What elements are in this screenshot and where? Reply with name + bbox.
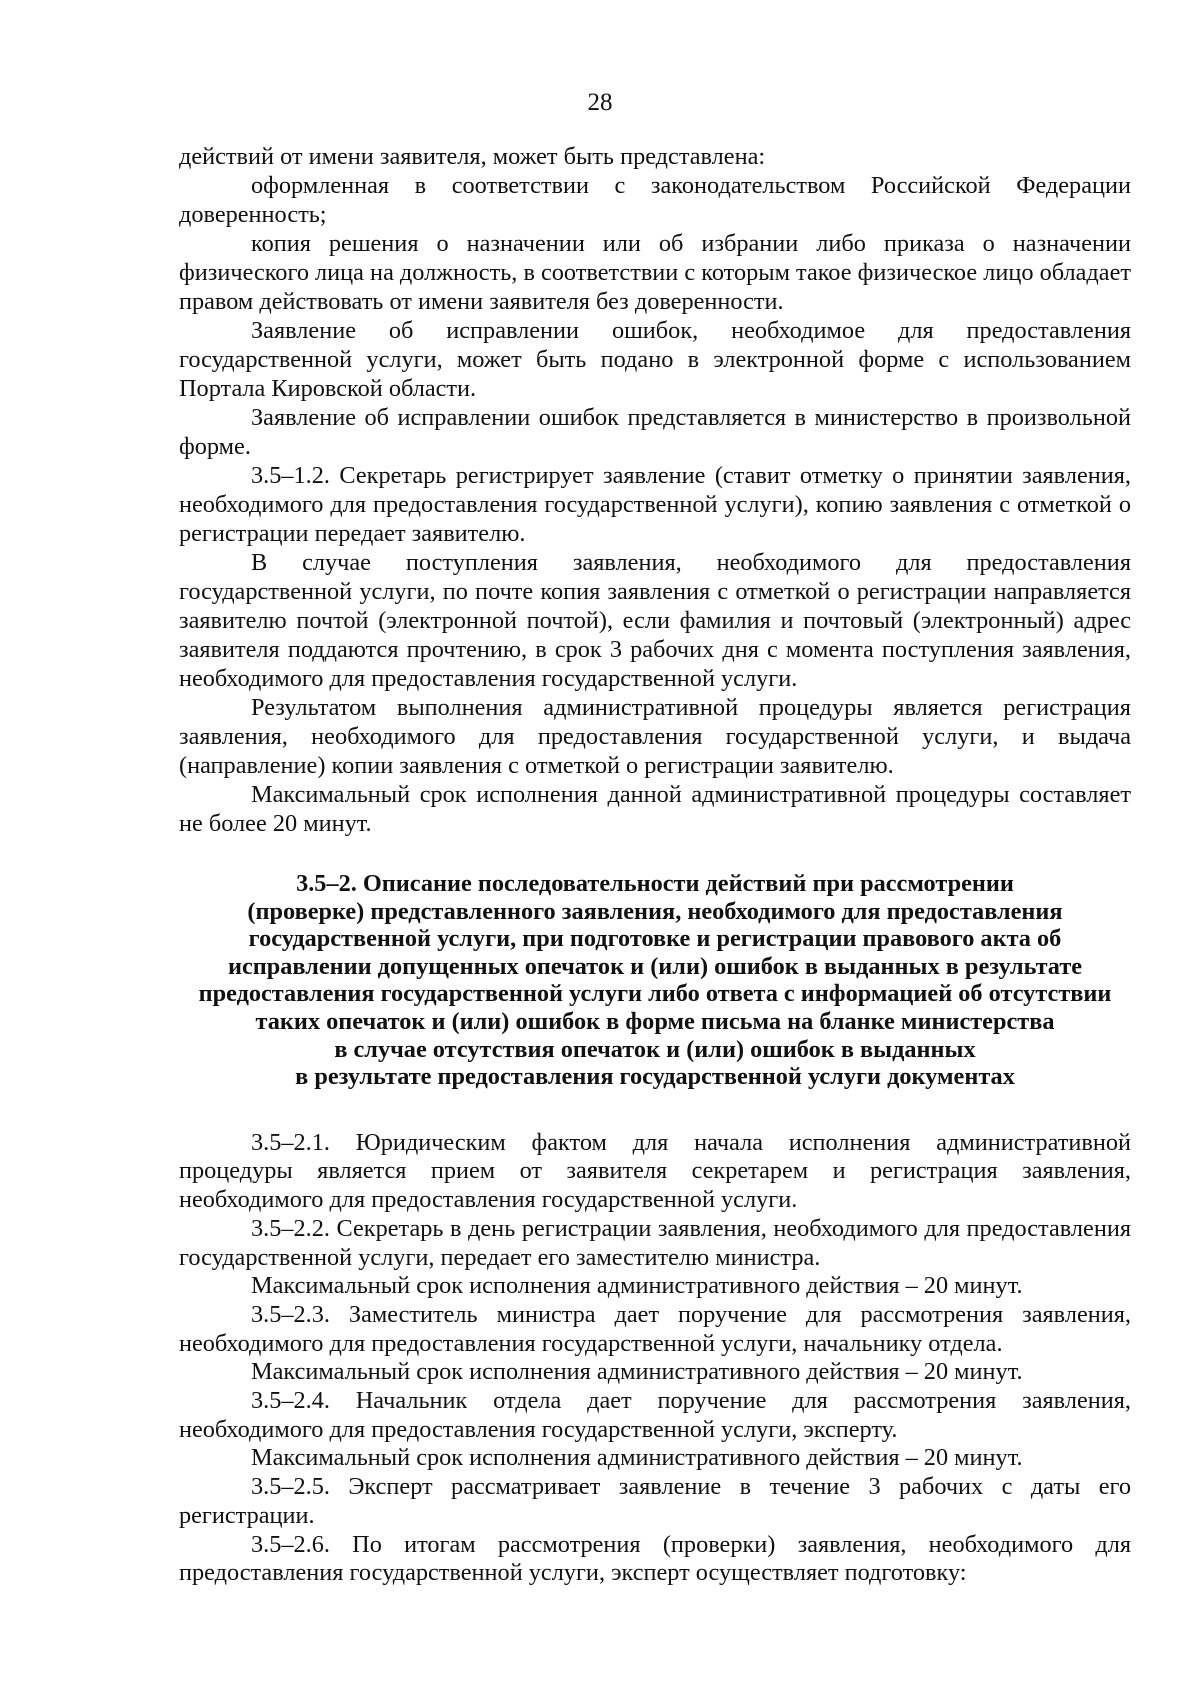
paragraphs-after-heading (179, 1129, 1131, 1588)
section-heading-line: государственной услуги, при подготовке и регистрации правового акта об (248, 925, 1062, 953)
body-paragraph: копия решения о назначении или об избрании либо приказа о назначении физического лица на должность, в соответствии с которым такое физическое лицо обладает правом действовать от имени заявителя без доверенности. (179, 230, 1131, 315)
body-paragraph: Максимальный срок исполнения административного действия – 20 минут. (251, 1358, 1023, 1386)
body-paragraph: 3.5–2.1. Юридическим фактом для начала исполнения административной процедуры является прием от заявителя секретарем и регистрация заявления, необходимого для предоставления государственной услуги. (179, 1128, 1131, 1214)
body-paragraph: 3.5–2.2. Секретарь в день регистрации заявления, необходимого для предоставления государственной услуги, передает его заместителю министра. (179, 1214, 1131, 1271)
section-heading-line: таких опечаток и (или) ошибок в форме письма на бланке министерства (255, 1007, 1055, 1035)
body-paragraph: 3.5–2.4. Начальник отдела дает поручение для рассмотрения заявления, необходимого для предоставления государственной услуги, эксперту. (179, 1387, 1131, 1443)
section-heading-line: в результате предоставления государственной услуги документах (295, 1063, 1015, 1091)
body-paragraph: 3.5–2.5. Эксперт рассматривает заявление в течение 3 рабочих с даты его регистрации. (179, 1473, 1131, 1529)
body-paragraph: В случае поступления заявления, необходимого для предоставления государственной услуги, по почте копия заявления с отметкой о регистрации направляется заявителю почтой (электронной почтой), если фамилия и почтовый (электронный) адрес заявителя поддаются прочтению, в срок 3 рабочих дня с момента поступления заявления, необходимого для предоставления государственной услуги. (179, 549, 1131, 692)
section-heading-line: в случае отсутствия опечаток и (или) ошибок в выданных (334, 1035, 976, 1063)
body-paragraph: 3.5–2.6. По итогам рассмотрения (проверки) заявления, необходимого для предоставления государственной услуги, эксперт осуществляет подготовку: (179, 1530, 1131, 1587)
section-heading-line: 3.5–2. Описание последовательности действий при рассмотрении (296, 870, 1014, 897)
body-paragraph: 3.5–1.2. Секретарь регистрирует заявление (ставит отметку о принятии заявления, необходимого для предоставления государственной услуги), копию заявления с отметкой о регистрации передает заявителю. (179, 462, 1131, 547)
section-heading-line: исправлении допущенных опечаток и (или) ошибок в выданных в результате (227, 952, 1083, 980)
section-heading-line: предоставления государственной услуги либо ответа с информацией об отсутствии (198, 980, 1112, 1008)
body-paragraph: 3.5–2.3. Заместитель министра дает поручение для рассмотрения заявления, необходимого для предоставления государственной услуги, начальнику отдела. (179, 1300, 1131, 1357)
body-paragraph: Максимальный срок исполнения административного действия – 20 минут. (251, 1272, 1023, 1300)
body-paragraph: Максимальный срок исполнения административного действия – 20 минут. (251, 1444, 1023, 1472)
body-paragraph: Заявление об исправлении ошибок, необходимое для предоставления государственной услуги, может быть подано в электронной форме с использованием Портала Кировской области. (179, 317, 1131, 402)
section-heading (179, 870, 1131, 1091)
paragraphs-before-heading (179, 142, 1131, 838)
document-body (179, 142, 1131, 1588)
page-number: 28 (587, 89, 613, 116)
body-paragraph: оформленная в соответствии с законодательством Российской Федерации доверенность; (179, 172, 1131, 228)
body-paragraph: Результатом выполнения административной процедуры является регистрация заявления, необходимого для предоставления государственной услуги, и выдача (направление) копии заявления с отметкой о регистрации заявителю. (179, 694, 1131, 779)
body-paragraph: Заявление об исправлении ошибок представляется в министерство в произвольной форме. (179, 404, 1131, 460)
body-paragraph: действий от имени заявителя, может быть представлена: (179, 143, 766, 170)
section-heading-line: (проверке) представленного заявления, необходимого для предоставления (247, 897, 1063, 925)
body-paragraph: Максимальный срок исполнения данной административной процедуры составляет не более 20 минут. (179, 781, 1131, 837)
